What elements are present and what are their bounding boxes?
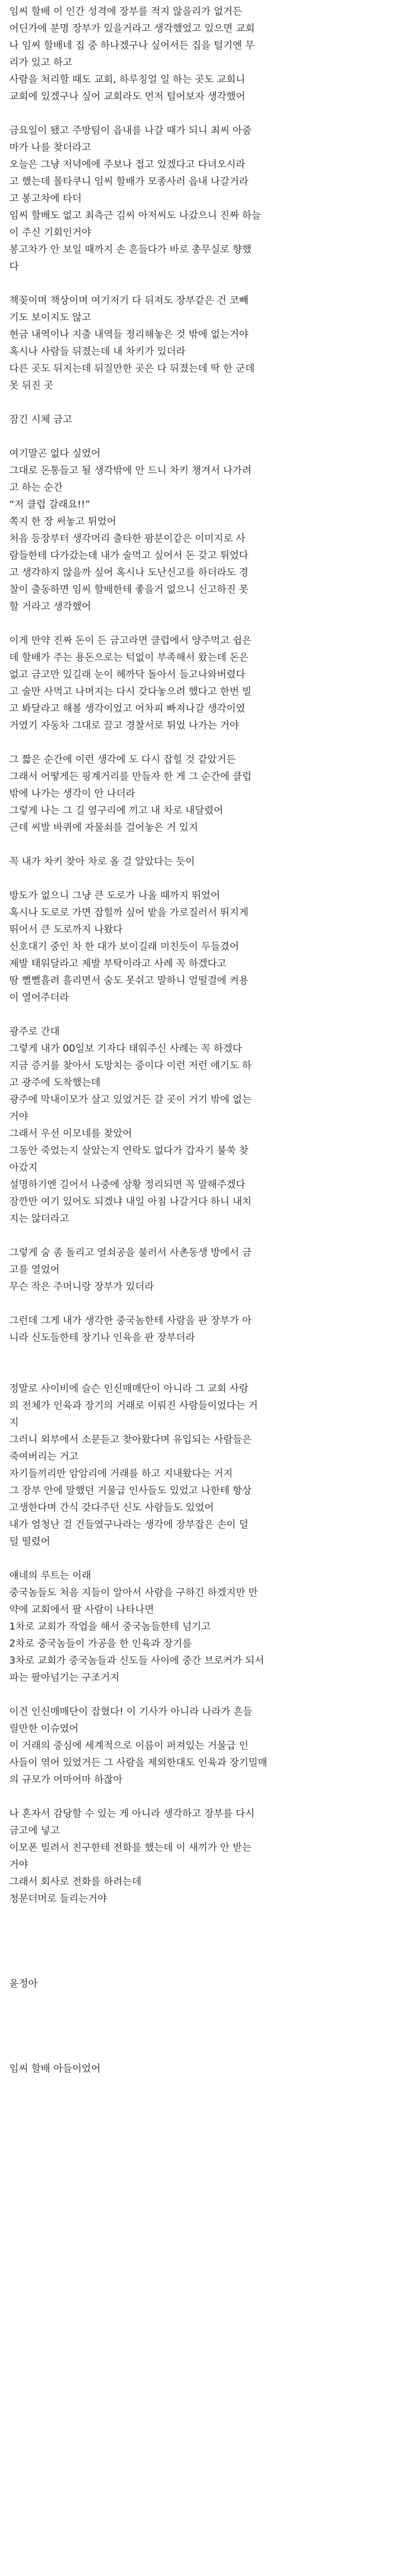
text-line: 이 열어주더라 — [9, 992, 70, 1003]
blank-line — [9, 1227, 406, 1244]
text-line: 의 전체가 인육과 장기의 거래로 이뤄진 사람들이었다는 거 — [9, 1400, 258, 1411]
text-line: 뛰어서 큰 도로까지 나왔다 — [9, 924, 123, 935]
text-line: 책꽂이며 책상이며 여기저기 다 뒤져도 장부같은 건 코빼 — [9, 295, 249, 306]
blank-line — [9, 1363, 406, 1380]
text-line: 내가 엄청난 걸 건들였구나라는 생각에 장부잡은 손이 덜 — [9, 1519, 249, 1530]
text-line: 그래서 우선 이모네를 찾았어 — [9, 1128, 132, 1139]
text-line: 청문더머로 들리는거야 — [9, 1893, 107, 1904]
text-line: 여기말곤 없다 싶었어 — [9, 448, 101, 459]
blank-line — [9, 1941, 406, 1958]
text-line: 지 — [9, 1417, 19, 1428]
text-line: 설명하기엔 길어서 나중에 상황 정리되면 꼭 말해주겠다 — [9, 1179, 246, 1190]
text-line: 자기들끼리만 암암리에 거래를 하고 지내왔다는 거지 — [9, 1468, 233, 1479]
text-line: 릴만한 이슈였어 — [9, 1723, 79, 1734]
text-line: 약에 교회에서 팔 사람이 나타나면 — [9, 1604, 154, 1615]
text-line: 잠긴 시체 금고 — [9, 414, 73, 425]
blank-line — [9, 105, 406, 122]
text-line: 고 생각하지 않을까 싶어 혹시나 도난신고를 하더라도 경 — [9, 567, 249, 578]
text-line: 고 봉고차에 타더 — [9, 193, 82, 204]
text-line: 교회에 있겠구나 싶어 교회라도 먼저 털어보자 생각했어 — [9, 91, 246, 102]
text-line: 사들이 엮어 있었거든 그 사람을 제외한대도 인육과 장기밀매 — [9, 1757, 268, 1768]
text-line: 광주로 간대 — [9, 1026, 60, 1037]
text-line: 혹시나 사람들 뒤졌는데 내 차키가 있더라 — [9, 346, 186, 357]
blank-line — [9, 1788, 406, 1805]
text-line: 땀 뻘뻘흘려 흘리면서 숨도 못쉬고 말하니 얼떨결에 켜용 — [9, 975, 249, 986]
text-line: 고 봐달라고 해볼 생각이었고 어차피 빠져나갈 생각이였 — [9, 703, 246, 714]
blank-line — [9, 870, 406, 887]
text-line: 그러니 외부에서 소문듣고 찾아왔다며 유입되는 사람들은 — [9, 1434, 252, 1445]
text-line: 기도 보이지도 않고 — [9, 312, 91, 323]
text-line: 거였기 자동차 그대로 끌고 경찰서로 튀었 나가는 거야 — [9, 720, 239, 731]
text-line: 꼭 내가 차키 찾아 차로 올 걸 알았다는 듯이 — [9, 856, 195, 867]
text-line: 덜 떨렸어 — [9, 1536, 50, 1547]
text-line: 고 하는 순간 — [9, 482, 63, 493]
text-line: 방도가 없으니 그냥 큰 도로가 나올 때까지 뛰었어 — [9, 890, 220, 901]
text-line: 임씨 할배도 없고 최측근 김씨 아저씨도 나갔으니 진짜 하늘 — [9, 210, 261, 221]
text-line: 이건 인신매매단이 잡혔다! 이 기사가 아니라 나라가 흔들 — [9, 1706, 253, 1717]
blank-line — [9, 1958, 406, 1975]
text-line: 광주에 막내이모가 살고 있었거든 갈 곳이 거기 밖에 없는 — [9, 1094, 252, 1105]
text-line: 거야 — [9, 1859, 28, 1870]
text-line: 중국놈들도 처음 지들이 알아서 사람을 구하긴 하겠지만 만 — [9, 1587, 258, 1598]
blank-line — [9, 615, 406, 632]
text-line: 어딘가에 분명 장부가 있을거라고 생각했었고 있으면 교회 — [9, 23, 255, 34]
text-line: 리가 있고 하고 — [9, 57, 73, 68]
blank-line — [9, 394, 406, 411]
text-line: 임씨 할배 아들이었어 — [9, 2063, 101, 2074]
text-line: 그렇게 숨 좀 돌리고 열쇠공을 불러서 사촌동생 방에서 금 — [9, 1247, 252, 1258]
blank-line — [9, 2009, 406, 2026]
text-line: 근데 씨발 바퀴에 자물쇠를 걸어놓은 거 있지 — [9, 822, 198, 833]
blank-line — [9, 1686, 406, 1703]
text-line: 없고 금고만 있길래 눈이 헤까닥 돌아서 들고나와버렸다 — [9, 669, 246, 680]
text-line: 그대로 돈통들고 될 생각밖에 안 드니 차키 챙겨서 나가려 — [9, 465, 252, 476]
blank-line — [9, 1006, 406, 1023]
text-line: 1차로 교회가 작업을 해서 중국놈들한테 넘기고 — [9, 1621, 211, 1632]
text-line: 고를 열었어 — [9, 1264, 60, 1275]
blank-line — [9, 734, 406, 751]
text-line: 정말로 사이비에 슬슨 인신매매단이 아니라 그 교회 사람 — [9, 1383, 249, 1394]
text-line: 봉고차가 안 보일 때까지 손 흔들다가 바로 총무실로 향했 — [9, 244, 252, 255]
text-line: 2차로 중국놈들이 가공을 한 인육과 장기를 — [9, 1638, 192, 1649]
text-line: 쪽지 한 장 써놓고 튀었어 — [9, 516, 116, 527]
text-line: 지는 않더라고 — [9, 1213, 70, 1224]
text-line: 그 장부 안에 말했던 거물급 인사들도 있었고 나한테 항상 — [9, 1485, 252, 1496]
text-line: 거야 — [9, 1111, 28, 1122]
blank-line — [9, 1992, 406, 2009]
text-line: 잠깐만 여기 있어도 되겠냐 내일 아침 나갈거다 하니 내치 — [9, 1196, 252, 1207]
blank-line — [9, 428, 406, 445]
text-line: 그렇게 내가 00일보 기자다 태워주신 사례는 꼭 하겠다 — [9, 1043, 242, 1054]
text-line: 나 임씨 할배네 집 중 하나겠구나 싶어서든 집을 털기엔 무 — [9, 40, 255, 51]
text-line: “저 클럽 갈래요!!” — [9, 499, 91, 510]
blank-line — [9, 1907, 406, 1924]
blank-line — [9, 836, 406, 853]
text-line: 의 규모가 어마어마 하잖아 — [9, 1774, 123, 1785]
blank-line — [9, 275, 406, 292]
text-line: 이게 만약 진짜 돈이 든 금고라면 클럽에서 양주먹고 쉽은 — [9, 635, 252, 646]
blank-line — [9, 2026, 406, 2043]
text-line: 제발 태워달라고 제발 부탁이라고 사례 꼭 하겠다고 — [9, 958, 227, 969]
text-line: 고 술만 사먹고 나머지는 다시 갖다놓으려 했다고 한번 빌 — [9, 686, 252, 697]
text-line: 그래서 어떻게든 핑계거리를 만들자 한 게 그 순간에 클럽 — [9, 771, 252, 782]
text-line: 고 광주에 도착했는데 — [9, 1077, 101, 1088]
text-line: 오늘은 그냥 저녁에에 주보나 접고 있겠다고 다녀오시라 — [9, 159, 246, 170]
text-line: 임씨 할배 이 인간 성격에 장부를 적지 않을리가 없거든 — [9, 6, 243, 17]
text-line: 마가 나를 찾더라고 — [9, 142, 91, 153]
text-line: 람들한테 다가갔는데 내가 술먹고 싶어서 돈 갖고 튀었다 — [9, 550, 249, 561]
blank-line — [9, 1295, 406, 1312]
text-line: 현금 내역이나 지출 내역들 정리해놓은 것 밖에 없는거야 — [9, 329, 249, 340]
text-line: 파는 팔아넘기는 구조거지 — [9, 1672, 119, 1683]
text-line: 그래서 회사로 전화를 하려는데 — [9, 1876, 142, 1887]
text-line: 지금 증거를 찾아서 도망치는 중이다 이런 저런 얘기도 하 — [9, 1060, 252, 1071]
text-line: 아갔지 — [9, 1162, 38, 1173]
text-line: 사람을 처리할 때도 교회, 하루칭얼 일 하는 곳도 교회니 — [9, 74, 246, 85]
text-line: 금고에 넣고 — [9, 1825, 60, 1836]
text-line: 할 거라고 생각했어 — [9, 601, 91, 612]
text-line: 니라 신도들한테 장기나 인육을 판 장부더라 — [9, 1332, 195, 1343]
text-line: 밖에 나가는 생각이 안 나더라 — [9, 788, 135, 799]
blank-line — [9, 1550, 406, 1567]
text-line: 다른 곳도 뒤지는데 뒤질만한 곳은 다 뒤졌는데 딱 한 군데 — [9, 363, 255, 374]
text-line: 다 — [9, 261, 19, 272]
blank-line — [9, 2043, 406, 2060]
text-line: 못 뒤진 곳 — [9, 380, 54, 391]
text-line: 그렇게 나는 그 길 옆구리에 끼고 내 차로 내달렸어 — [9, 805, 223, 816]
text-line: 그런데 그게 내가 생각한 중국놈한테 사람을 판 장부가 아 — [9, 1315, 252, 1326]
text-line: 처음 등장부터 생각머리 출타한 팜분이같은 이미지로 사 — [9, 533, 246, 544]
text-line: 3차로 교회가 중국놈들과 신도들 사이에 중간 브로커가 되서 — [9, 1655, 264, 1666]
text-line: 나 혼자서 감당할 수 있는 게 아니라 생각하고 장부를 다시 — [9, 1808, 255, 1819]
text-line: 찰이 출동하면 임씨 할배한테 좋을거 없으니 신고하진 못 — [9, 584, 249, 595]
text-line: 이모폰 빌려서 친구한테 전화를 했는데 이 새끼가 안 받는 — [9, 1842, 252, 1853]
text-line: 금요일이 됐고 주방팀이 읍내를 나갈 때가 되니 최씨 아줌 — [9, 125, 252, 136]
text-line: 죽여버리는 거고 — [9, 1451, 79, 1462]
text-line: 이 주신 기회인거야 — [9, 227, 91, 238]
blank-line — [9, 1346, 406, 1363]
text-line: 무슨 작은 주머니랑 장부가 있더라 — [9, 1281, 154, 1292]
text-line: 윤정아 — [9, 1978, 38, 1989]
text-line: 혹시나 도로로 가면 잡힐까 싶어 밭을 가로질러서 뛰지게 — [9, 907, 249, 918]
text-line: 그 짧은 순간에 이런 생각에 도 다시 잡힐 것 같았거든 — [9, 754, 236, 765]
text-line: 이 거래의 중심에 세계적으로 이름이 퍼져있는 거물급 인 — [9, 1740, 249, 1751]
text-line: 고생한다며 간식 갖다주던 신도 사람들도 있었어 — [9, 1502, 214, 1513]
text-line: 고 했는데 몰타쿠니 임씨 할배가 모종사러 읍내 나갈거라 — [9, 176, 249, 187]
text-line: 그동안 죽었는지 살았는지 연락도 없다가 갑자기 불쑥 찾 — [9, 1145, 249, 1156]
text-line: 신호대기 중인 차 한 대가 보이길래 미친듯이 두들겼어 — [9, 941, 239, 952]
blank-line — [9, 1924, 406, 1941]
text-line: 얘네의 루트는 이래 — [9, 1570, 91, 1581]
text-line: 데 할배가 주는 용돈으로는 턱없이 부족해서 왔는데 돈은 — [9, 652, 249, 663]
